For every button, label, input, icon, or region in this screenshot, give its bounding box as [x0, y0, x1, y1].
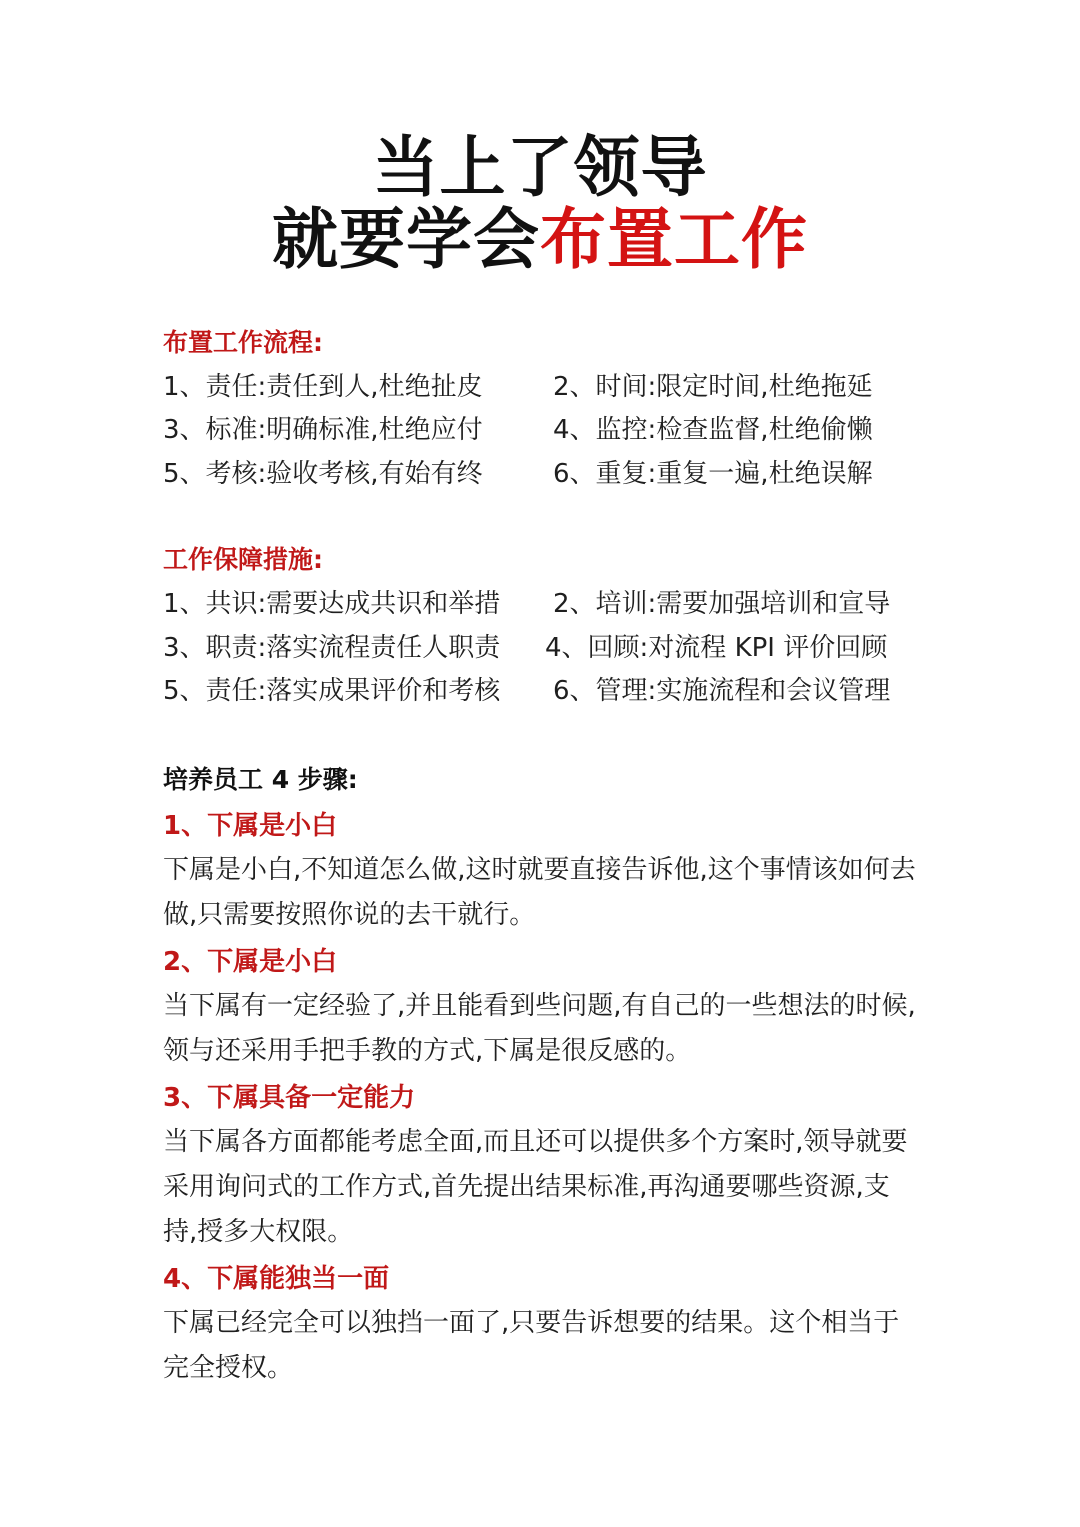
- step-1-title: 1、下属是小白: [163, 811, 338, 841]
- step-1-body: 下属是小白,不知道怎么做,这时就要直接告诉他,这个事情该如何去做,只需要按照你说的去干就行。: [163, 855, 916, 930]
- guarantee-item-6: 6、管理:实施流程和会议管理: [553, 676, 891, 706]
- guarantee-item-3: 3、职责:落实流程责任人职责: [163, 633, 501, 663]
- guarantee-heading: 工作保障措施:: [163, 545, 323, 574]
- training-heading: 培养员工 4 步骤:: [163, 765, 358, 794]
- process-item-4: 4、监控:检查监督,杜绝偷懒: [553, 415, 873, 445]
- process-item-5: 5、考核:验收考核,有始有终: [163, 459, 483, 489]
- guarantee-item-1: 1、共识:需要达成共识和举措: [163, 589, 501, 619]
- process-item-2: 2、时间:限定时间,杜绝拖延: [553, 372, 873, 402]
- process-item-6: 6、重复:重复一遍,杜绝误解: [553, 459, 873, 489]
- guarantee-item-5: 5、责任:落实成果评价和考核: [163, 676, 501, 706]
- page-title-line-2: [0, 201, 1080, 278]
- process-item-3: 3、标准:明确标准,杜绝应付: [163, 415, 483, 445]
- page-title-line-1: 当上了领导: [372, 129, 708, 206]
- step-2-body: 当下属有一定经验了,并且能看到些问题,有自己的一些想法的时候,领与还采用手把手教的方式,下属是很反感的。: [163, 991, 916, 1066]
- title-black-part: 就要学会: [272, 201, 540, 278]
- title-red-part: 布置工作: [540, 201, 808, 278]
- process-item-1: 1、责任:责任到人,杜绝扯皮: [163, 372, 483, 402]
- process-heading: 布置工作流程:: [163, 328, 323, 357]
- guarantee-item-4: 4、回顾:对流程 KPI 评价回顾: [545, 633, 888, 663]
- guarantee-item-2: 2、培训:需要加强培训和宣导: [553, 589, 891, 619]
- step-3-title: 3、下属具备一定能力: [163, 1083, 416, 1113]
- step-2-title: 2、下属是小白: [163, 947, 338, 977]
- step-4-title: 4、下属能独当一面: [163, 1264, 390, 1294]
- step-3-body: 当下属各方面都能考虑全面,而且还可以提供多个方案时,领导就要采用询问式的工作方式,首先提出结果标准,再沟通要哪些资源,支持,授多大权限。: [163, 1127, 908, 1247]
- step-4-body: 下属已经完全可以独挡一面了,只要告诉想要的结果。这个相当于完全授权。: [163, 1308, 900, 1383]
